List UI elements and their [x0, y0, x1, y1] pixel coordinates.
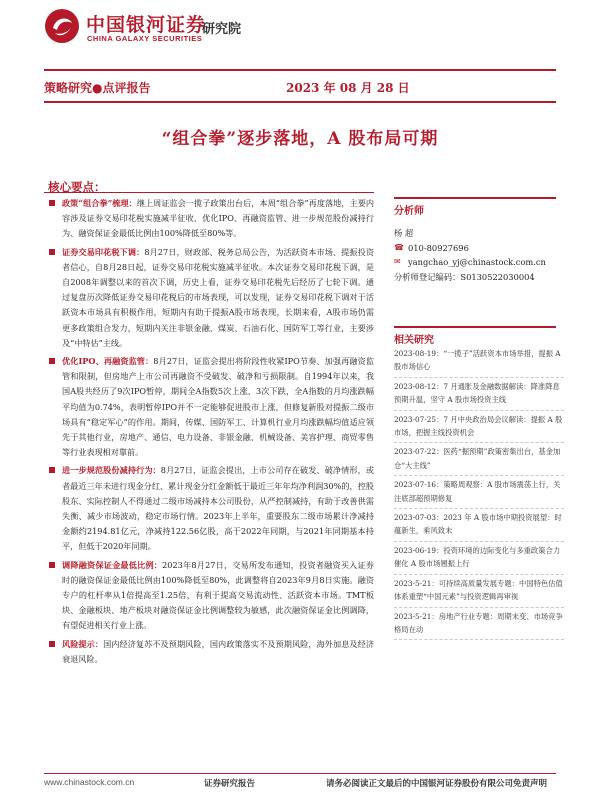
- header-rule-bottom: [44, 101, 556, 103]
- related-item[interactable]: [394, 575, 564, 608]
- core-point-text: 国内经济复苏不及预期风险，国内政策落实不及预期风险，海外加息及经济衰退风险。: [62, 638, 374, 664]
- core-point-text: 继上周证监会一揽子政策出台后，本周“组合拳”再度落地，主要内容涉及证券交易印花税实施减半征收、优化IPO、再融资监管、进一步规范股份减持行为、融资保证金最低比例由100%降低至80%等。: [62, 198, 374, 239]
- related-title: 7 月通胀及金融数据解读：降准降息预期升温，坚守 A 股市场投资主线: [394, 381, 560, 405]
- related-item[interactable]: [394, 411, 564, 444]
- core-point-lead: 证券交易印花税下调：: [62, 246, 145, 257]
- footer-disclaimer: 请务必阅读正文最后的中国银河证券股份有限公司免责声明: [326, 779, 548, 789]
- core-points-rule: [44, 192, 374, 193]
- core-point-lead: 调降融资保证金最低比例：: [62, 559, 163, 570]
- related-date: 2023-06-19：: [394, 545, 444, 555]
- related-title: 投资环境的边际变化与多重政策合力催化 A 股市场翘振上行: [394, 545, 561, 569]
- core-point: [48, 637, 374, 667]
- core-point: [48, 463, 374, 554]
- brand-subtitle: 研究院: [202, 22, 242, 37]
- related-title: 7 月中央政治局会议解读：提振 A 股市场，把握主线投资机会: [394, 414, 563, 438]
- core-point-lead: 政策“组合拳”梳理：: [62, 198, 137, 208]
- related-date: 2023-07-25：: [394, 414, 444, 424]
- analyst-heading: 分析师: [394, 197, 556, 217]
- core-point-lead: 优化IPO、再融资监管：: [62, 356, 154, 367]
- related-item[interactable]: [394, 443, 564, 476]
- header-rule-top: [44, 69, 556, 71]
- core-point-text: 8月27日，证监会提出将阶段性收紧IPO节奏、加强再融资监管和限制，但房地产上市公司再融资不受破发、破净和亏损限制。自1994年以来，我国A股共经历了9次IPO暂停，期间全A指数5次上涨、3次下跌，全A指数的月均涨跌幅平均值为0.74%，表明暂停IPO并不一定能够促进股市上涨，但修复新股对提振二级市场具有“稳定军心”的作用。期间，传媒、国防军工、计算机行业月均涨跌幅均值适应领先于其他行业，房地产、通信、电力设备、非银金融、机械设备、美容护理、商贸零售等行业表现相对靠前。: [62, 356, 374, 458]
- footer-website[interactable]: www.chinastock.com.cn: [44, 777, 135, 787]
- related-date: 2023-07-03：: [394, 513, 444, 523]
- core-point-text: 8月27日，证监会提出，上市公司存在破发、破净情形，或者最近三年未进行现金分红、累计现金分红金额低于最近三年年均净利润30%的，控股股东、实际控制人不得通过二级市场减持本公司股份，从严控制减持，有助于改善供需失衡、减少市场波动，稳定市场行情。2023年上半年，重要股东二级市场累计净减持金额约2194.81亿元，净减持122.56亿股，高于2022年同期，与2021年同期基本持平，但低于2020年同期。: [62, 465, 374, 552]
- core-points-heading: 核心要点：: [48, 180, 106, 194]
- report-title: “组合拳”逐步落地，A 股布局可期: [161, 129, 439, 149]
- related-date: 2023-5-21：: [394, 611, 439, 621]
- core-point-text: 8月27日，财政部、税务总局公告，为活跃资本市场、提振投资者信心，自8月28日起，证券交易印花税实施减半征收。本次证券交易印花税下调，是自2008年调整以来的首次下调，历史上看，证券交易印花税先后经历了七轮下调。通过复盘历次降低证券交易印花税后的市场表现，可以发现，证券交易印花税下调对于活跃资本市场具有积极作用，短期内有助于提振A股市场表现，长期来看，A股市场仍需更多政策组合发力，短期内关注非银金融、煤炭、石油石化、国防军工等行业，主要涉及“中特估”主线。: [62, 246, 374, 348]
- analyst-info: [394, 226, 564, 284]
- core-point: [48, 558, 374, 634]
- related-date: 2023-5-21：: [394, 578, 439, 588]
- related-item[interactable]: [394, 378, 564, 411]
- related-title: 可持续高质量发展专题：中国特色估值体系重塑“中国元素”与投资逻辑再审视: [394, 578, 563, 602]
- core-point: [48, 196, 374, 242]
- related-item[interactable]: [394, 345, 564, 378]
- core-points-list: [48, 196, 374, 670]
- related-date: 2023-08-19：: [394, 349, 444, 358]
- related-title: 2023 年 A 股市场中期投资展望：时蕴新生，乘风致未: [394, 513, 562, 536]
- footer-report-type: 证券研究报告: [204, 779, 256, 789]
- related-item[interactable]: [394, 608, 564, 641]
- core-point-lead: 进一步规范股份减持行为：: [62, 465, 161, 476]
- related-title: 医药“掘预期”政策密集出台，基金加仓“大主线”: [394, 447, 561, 470]
- core-point: [48, 245, 374, 351]
- brand-name-english: CHINA GALAXY SECURITIES: [87, 34, 203, 43]
- cert-number: S0130522030004: [460, 271, 535, 282]
- company-logo: [44, 8, 80, 44]
- related-title: 房地产行业专题：周期末变、市场竞争格局在动: [394, 611, 563, 634]
- core-point-text: 2023年8月27日，交易所发布通知，投资者融资买入证券时的融资保证金最低比例由100%降低至80%，此调整将自2023年9月8日实施。融资专户的杠杆率从1倍提高至1.25倍，有利于提高交易流动性、活跃资本市场。TMT板块、金融板块、地产板块对融资保证金比例调整较为敏感，此次融资保证金比例调降，有望促进相关行业上涨。: [62, 559, 374, 631]
- email-icon: ✉: [394, 257, 401, 266]
- analyst-name: 杨 超: [394, 228, 414, 238]
- footer-rule: [44, 773, 556, 774]
- analyst-phone: 010-80927696: [408, 242, 469, 253]
- related-item[interactable]: [394, 476, 564, 509]
- related-item[interactable]: [394, 542, 564, 575]
- related-item[interactable]: [394, 509, 564, 542]
- related-date: 2023-07-16：: [394, 480, 444, 490]
- related-date: 2023-07-22：: [394, 447, 444, 457]
- related-title: 策略周观察：A 股市场震荡上行，关注底部超预期修复: [394, 480, 561, 503]
- brand-name: 中国银河证券: [86, 14, 207, 36]
- related-title: “一揽子”活跃资本市场举措，提振 A 股市场信心: [394, 349, 561, 372]
- report-date: 2023 年 08 月 28 日: [286, 81, 410, 95]
- report-type: 策略研究●点评报告: [44, 81, 151, 95]
- related-date: 2023-08-12：: [394, 381, 444, 391]
- core-point: [48, 354, 374, 460]
- related-research-heading: 相关研究: [394, 326, 556, 346]
- cert-label: 分析师登记编码：: [394, 271, 461, 282]
- related-research-list: [394, 345, 564, 640]
- phone-icon: ☎: [394, 242, 404, 252]
- analyst-email[interactable]: yangchao_yj@chinastock.com.cn: [408, 257, 546, 267]
- core-point-lead: 风险提示：: [62, 638, 104, 649]
